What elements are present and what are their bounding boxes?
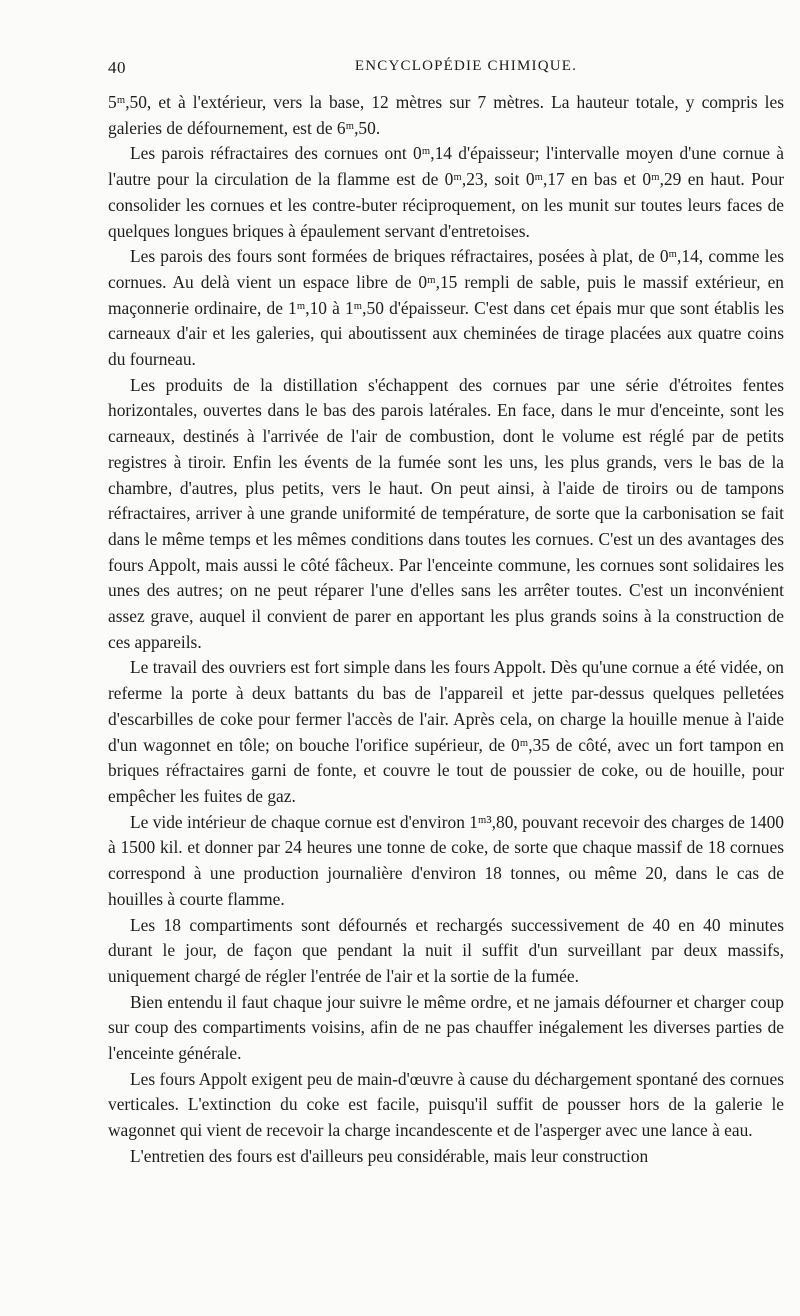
- page-number: 40: [108, 58, 126, 77]
- body-text: [108, 90, 784, 1170]
- paragraph: Les 18 compartiments sont défournés et rechargés successivement de 40 en 40 minutes durant le jour, de façon que pendant la nuit il suffit d'un surveillant par deux massifs, uniquement chargé de régler l'entrée de l'air et la sortie de la fumée.: [108, 914, 784, 986]
- paragraph: Le travail des ouvriers est fort simple dans les fours Appolt. Dès qu'une cornue a été vidée, on referme la porte à deux battants du bas de l'appareil et jette par-dessus quelques pelletées d'escarbilles de coke pour fermer l'accès de l'air. Après cela, on charge la houille menue à l'aide d'un wagonnet en tôle; on bouche l'orifice supérieur, de 0ᵐ,35 de côté, avec un fort tampon en briques réfractaires garni de fonte, et couvre le tout de poussier de coke, ou de houille, pour empêcher les fuites de gaz.: [108, 657, 784, 806]
- paragraph: Les produits de la distillation s'échappent des cornues par une série d'étroites fentes horizontales, ouvertes dans le bas des parois latérales. En face, dans le mur d'enceinte, sont les carneaux, destinés à l'arrivée de l'air de combustion, dont le volume est réglé par de petits registres à tiroir. Enfin les évents de la fumée sont les uns, les plus grands, vers le bas de la chambre, d'autres, plus petits, vers le haut. On peut ainsi, à l'aide de tiroirs ou de tampons réfractaires, arriver à une grande uniformité de température, de sorte que la carbonisation se fait dans le même temps et les mêmes conditions dans toutes les cornues. C'est un des avantages des fours Appolt, mais aussi le côté fâcheux. Par l'enceinte commune, les cornues sont solidaires les unes des autres; on ne peut réparer l'une d'elles sans les arrêter toutes. C'est un inconvénient assez grave, auquel il convient de parer en apportant les plus grands soins à la construction de ces appareils.: [108, 374, 784, 652]
- paragraph-continued: 5ᵐ,50, et à l'extérieur, vers la base, 12 mètres sur 7 mètres. La hauteur totale, y compris les galeries de défournement, est de 6ᵐ,50.: [108, 92, 784, 138]
- paragraph: Les parois réfractaires des cornues ont 0ᵐ,14 d'épaisseur; l'intervalle moyen d'une cornue à l'autre pour la circulation de la flamme est de 0ᵐ,23, soit 0ᵐ,17 en bas et 0ᵐ,29 en haut. Pour consolider les cornues et les contre-buter réciproquement, on les munit sur toutes leurs faces de quelques longues briques à épaulement servant d'entretoises.: [108, 143, 784, 241]
- page-header: [108, 58, 784, 82]
- paragraph-truncated: L'entretien des fours est d'ailleurs peu considérable, mais leur construction: [130, 1145, 649, 1166]
- paragraph: Les parois des fours sont formées de briques réfractaires, posées à plat, de 0ᵐ,14, comme les cornues. Au delà vient un espace libre de 0ᵐ,15 rempli de sable, puis le massif extérieur, en maçonnerie ordinaire, de 1ᵐ,10 à 1ᵐ,50 d'épaisseur. C'est dans cet épais mur que sont établis les carneaux d'air et les galeries, qui aboutissent aux cheminées de tirage placées aux quatre coins du fourneau.: [108, 246, 784, 370]
- paragraph: Le vide intérieur de chaque cornue est d'environ 1ᵐ³,80, pouvant recevoir des charges de 1400 à 1500 kil. et donner par 24 heures une tonne de coke, de sorte que chaque massif de 18 cornues correspond à une production journalière d'environ 18 tonnes, ou même 20, dans le cas de houilles à courte flamme.: [108, 811, 784, 909]
- paragraph: Bien entendu il faut chaque jour suivre le même ordre, et ne jamais défourner et charger coup sur coup des compartiments voisins, afin de ne pas chauffer inégalement les diverses parties de l'enceinte générale.: [108, 991, 784, 1064]
- running-title: ENCYCLOPÉDIE CHIMIQUE.: [354, 58, 578, 74]
- paragraph: Les fours Appolt exigent peu de main-d'œuvre à cause du déchargement spontané des cornues verticales. L'extinction du coke est facile, puisqu'il suffit de pousser hors de la galerie le wagonnet qui vient de recevoir la charge incandescente et de l'asperger avec une lance à eau.: [108, 1068, 784, 1141]
